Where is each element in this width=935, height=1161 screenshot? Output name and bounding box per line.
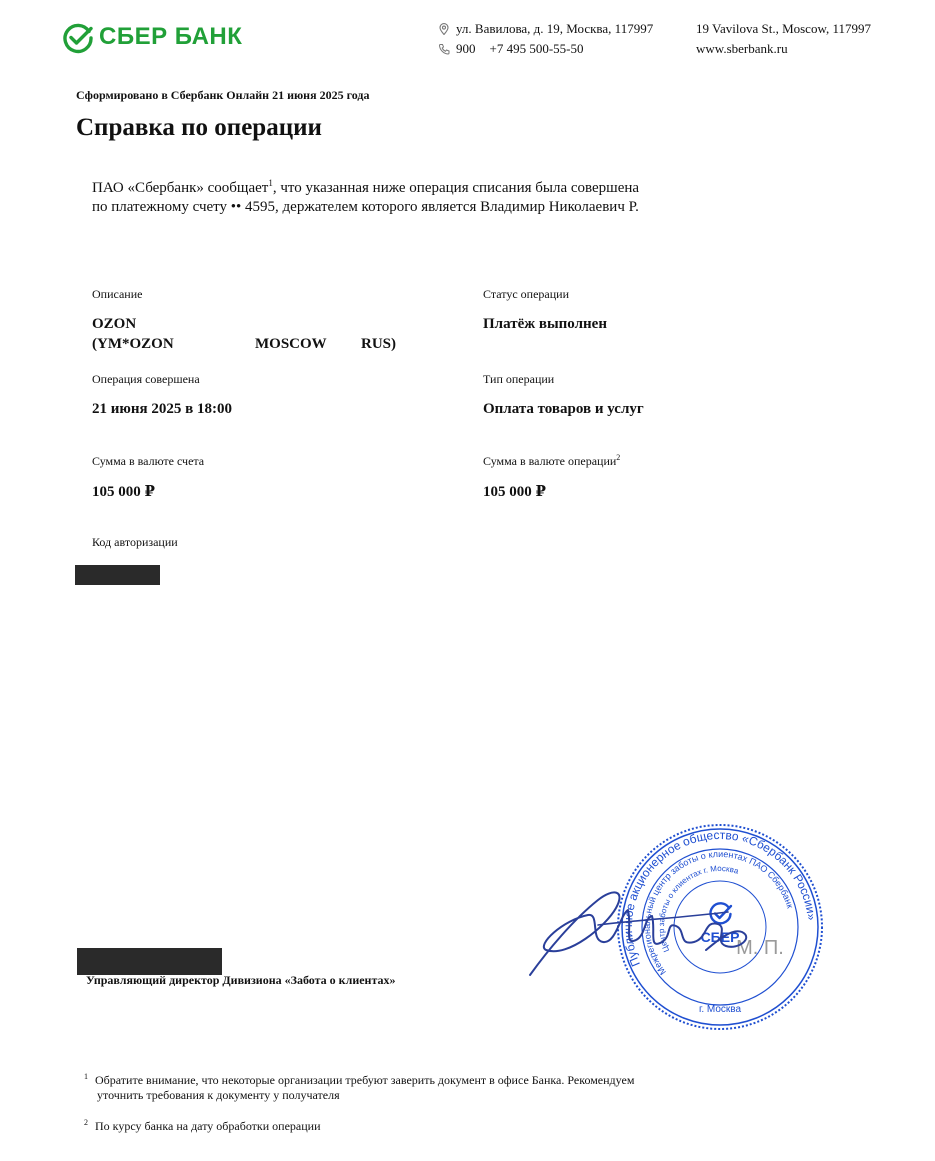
footnote-2-mark: 2 bbox=[84, 1118, 88, 1127]
handwritten-signature bbox=[528, 880, 808, 980]
contacts-en bbox=[696, 19, 871, 59]
amount-operation-label-text: Сумма в валюте операции bbox=[483, 454, 617, 468]
auth-code-redaction bbox=[75, 565, 160, 585]
contacts-ru bbox=[438, 19, 653, 59]
description-line2-c: RUS) bbox=[361, 336, 397, 352]
description-line2-b: MOSCOW bbox=[255, 336, 327, 352]
signer-title: Управляющий директор Дивизиона «Забота о клиентах» bbox=[86, 973, 396, 987]
seal-brand: СБЕР bbox=[700, 929, 740, 945]
phone-short[interactable]: 900 bbox=[456, 41, 476, 56]
intro-text-part2: , что указанная ниже операция списания была совершена по платежному счету •• 4595, держателем которого является Владимир Николаевич Р. bbox=[92, 180, 640, 215]
footnote-1-line2: уточнить требования к документу у получателя bbox=[97, 1088, 340, 1102]
address-ru: ул. Вавилова, д. 19, Москва, 117997 bbox=[456, 21, 654, 36]
amount-operation-label bbox=[483, 454, 620, 469]
footnote-1-line1: Обратите внимание, что некоторые организации требуют заверить документ в офисе Банка. Рекомендуем bbox=[95, 1073, 635, 1087]
auth-code-label: Код авторизации bbox=[92, 535, 178, 549]
date-value: 21 июня 2025 в 18:00 bbox=[92, 401, 232, 417]
date-label: Операция совершена bbox=[92, 372, 200, 386]
seal-city: г. Москва bbox=[698, 1004, 742, 1015]
footnote-ref-1: 1 bbox=[268, 178, 273, 188]
amount-account-value: 105 000 ₽ bbox=[92, 484, 155, 500]
page-title: Справка по операции bbox=[76, 114, 322, 141]
phone-icon bbox=[438, 43, 450, 55]
amount-account-label: Сумма в валюте счета bbox=[92, 454, 205, 468]
status-label: Статус операции bbox=[483, 287, 570, 301]
brand-name: СБЕР БАНК bbox=[99, 23, 243, 50]
seal-outer-text: Публичное акционерное общество «Сбербанк России» bbox=[620, 827, 819, 969]
seal-inner-text: Межрегиональный центр заботы о клиентах ПАО Сбербанк bbox=[641, 848, 796, 977]
intro-paragraph bbox=[92, 179, 652, 217]
signer-name-redaction bbox=[77, 948, 222, 975]
type-value: Оплата товаров и услуг bbox=[483, 401, 644, 417]
phone-full[interactable]: +7 495 500-55-50 bbox=[489, 41, 584, 56]
location-pin-icon bbox=[438, 23, 450, 35]
address-en: 19 Vavilova St., Moscow, 117997 bbox=[696, 21, 872, 36]
description-line1: OZON bbox=[92, 316, 137, 332]
amount-operation-value: 105 000 ₽ bbox=[483, 484, 546, 500]
footnote-ref-2: 2 bbox=[616, 453, 621, 462]
type-label: Тип операции bbox=[483, 372, 555, 386]
formed-line: Сформировано в Сбербанк Онлайн 21 июня 2025 года bbox=[76, 88, 370, 102]
description-line2-a: (YM*OZON bbox=[92, 336, 174, 352]
description-label: Описание bbox=[92, 287, 143, 301]
seal-mp: М. П. bbox=[736, 937, 784, 959]
website-link[interactable]: www.sberbank.ru bbox=[696, 41, 788, 56]
footnote-2-text: По курсу банка на дату обработки операции bbox=[95, 1119, 321, 1133]
status-value: Платёж выполнен bbox=[483, 316, 607, 332]
intro-text-part1: ПАО «Сбербанк» сообщает bbox=[92, 180, 269, 196]
seal-inner-text-2: Центр заботы о клиентах г. Москва bbox=[656, 863, 740, 954]
footnote-1-mark: 1 bbox=[84, 1072, 88, 1081]
sber-logo-icon bbox=[62, 22, 94, 54]
